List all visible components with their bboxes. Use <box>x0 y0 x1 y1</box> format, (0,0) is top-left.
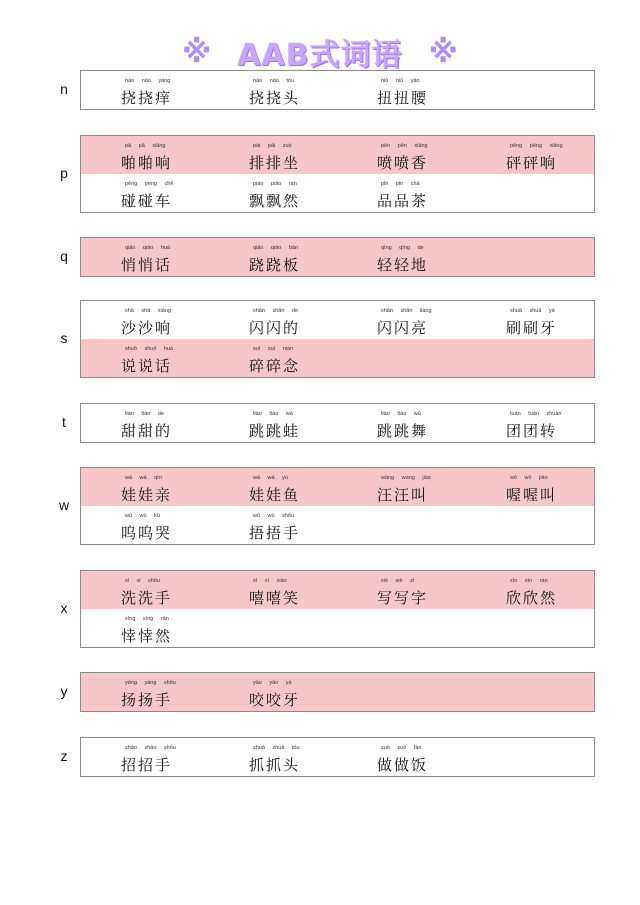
word-box <box>80 300 595 378</box>
pinyin: pā pā xiǎng <box>125 143 166 149</box>
hanzi-word: 咬咬牙 <box>249 691 301 709</box>
pinyin: zuò zuò fàn <box>381 745 422 751</box>
pinyin: shuō shuō huà <box>125 346 174 352</box>
pinyin: pèng peng chē <box>125 181 174 187</box>
word-cell <box>506 571 616 609</box>
word-cell <box>249 174 359 212</box>
page-title <box>0 30 640 74</box>
hanzi-word: 碰碰车 <box>121 192 173 210</box>
hanzi-word: 嘻嘻笑 <box>249 589 301 607</box>
word-cell <box>121 301 231 339</box>
word-box <box>80 403 595 443</box>
hanzi-word: 闪闪的 <box>249 319 301 337</box>
pinyin: náo náo tóu <box>253 78 295 84</box>
group-letter: w <box>58 497 70 513</box>
word-cell <box>249 738 359 776</box>
hanzi-word: 品品茶 <box>377 192 429 210</box>
pinyin: suì suì niàn <box>253 346 294 352</box>
word-cell <box>506 136 616 174</box>
hanzi-word: 挠挠头 <box>249 89 301 107</box>
word-cell <box>377 571 487 609</box>
pinyin: wǔ wǔ shǒu <box>253 513 295 519</box>
word-cell <box>377 301 487 339</box>
letter-group-s <box>0 300 640 378</box>
word-cell <box>377 738 487 776</box>
pinyin: qīng qīng de <box>381 245 424 251</box>
hanzi-word: 洗洗手 <box>121 589 173 607</box>
word-box <box>80 672 595 712</box>
word-cell <box>121 404 231 442</box>
word-cell <box>377 404 487 442</box>
word-cell <box>249 136 359 174</box>
pinyin: pái pái zuò <box>253 143 292 149</box>
pinyin: niǔ niǔ yāo <box>381 78 420 84</box>
word-cell <box>121 673 231 711</box>
word-row <box>81 571 594 609</box>
title-text: AAB式词语 <box>237 38 403 73</box>
hanzi-word: 团团转 <box>506 422 558 440</box>
group-letter: n <box>60 81 68 97</box>
word-cell <box>249 506 359 544</box>
word-row <box>81 174 594 212</box>
word-row <box>81 238 594 276</box>
word-row <box>81 468 594 506</box>
word-box <box>80 570 595 648</box>
pinyin: wō wō jiào <box>510 475 548 481</box>
hanzi-word: 沙沙响 <box>121 319 173 337</box>
pinyin: yǎo yǎo yá <box>253 680 292 686</box>
hanzi-word: 飘飘然 <box>249 192 301 210</box>
pinyin: xiě xiě zì <box>381 578 415 584</box>
word-cell <box>506 404 616 442</box>
word-cell <box>249 571 359 609</box>
letter-group-p <box>0 135 640 213</box>
letter-group-x <box>0 570 640 648</box>
hanzi-word: 做做饭 <box>377 756 429 774</box>
word-row <box>81 339 594 377</box>
pinyin: xǐ xǐ shǒu <box>125 578 160 584</box>
word-row <box>81 506 594 544</box>
hanzi-word: 跳跳蛙 <box>249 422 301 440</box>
pinyin: tiào tiào wā <box>253 411 293 417</box>
pinyin: shǎn shǎn liàng <box>381 308 432 314</box>
letter-group-z <box>0 737 640 777</box>
pinyin: qiāo qiāo bǎn <box>253 245 299 251</box>
word-row <box>81 738 594 776</box>
word-box <box>80 467 595 545</box>
hanzi-word: 挠挠痒 <box>121 89 173 107</box>
hanzi-word: 轻轻地 <box>377 256 429 274</box>
word-box <box>80 237 595 277</box>
word-row <box>81 673 594 711</box>
word-cell <box>249 71 359 109</box>
letter-group-q <box>0 237 640 277</box>
hanzi-word: 砰砰响 <box>506 154 558 172</box>
pinyin: wāng wang jiào <box>381 475 431 481</box>
hanzi-word: 碎碎念 <box>249 357 301 375</box>
letter-group-t <box>0 403 640 443</box>
word-cell <box>249 301 359 339</box>
word-cell <box>377 136 487 174</box>
pinyin: shā shā xiǎng <box>125 308 171 314</box>
word-cell <box>249 238 359 276</box>
hanzi-word: 跷跷板 <box>249 256 301 274</box>
pinyin: zhuā zhuā tóu <box>253 745 300 751</box>
word-box <box>80 70 595 110</box>
word-row <box>81 136 594 174</box>
letter-group-y <box>0 672 640 712</box>
word-box <box>80 737 595 777</box>
hanzi-word: 喔喔叫 <box>506 486 558 504</box>
word-cell <box>377 174 487 212</box>
hanzi-word: 扭扭腰 <box>377 89 429 107</box>
hanzi-word: 捂捂手 <box>249 524 301 542</box>
word-cell <box>121 339 231 377</box>
word-cell <box>377 238 487 276</box>
pinyin: tián tián de <box>125 411 164 417</box>
word-cell <box>121 71 231 109</box>
letter-group-w <box>0 467 640 545</box>
pinyin: pǐn pǐn chá <box>381 181 420 187</box>
word-cell <box>121 609 231 647</box>
word-cell <box>249 673 359 711</box>
hanzi-word: 写写字 <box>377 589 429 607</box>
hanzi-word: 招招手 <box>121 756 173 774</box>
hanzi-word: 跳跳舞 <box>377 422 429 440</box>
pinyin: zhāo zhāo shǒu <box>125 745 176 751</box>
word-cell <box>249 404 359 442</box>
hanzi-word: 娃娃鱼 <box>249 486 301 504</box>
word-cell <box>121 738 231 776</box>
hanzi-word: 娃娃亲 <box>121 486 173 504</box>
pinyin: tiào tiào wǔ <box>381 411 421 417</box>
word-cell <box>121 238 231 276</box>
hanzi-word: 呜呜哭 <box>121 524 173 542</box>
group-letter: y <box>60 683 68 699</box>
pinyin: wá wá qīn <box>125 475 162 481</box>
pinyin: xī xī xiào <box>253 578 287 584</box>
group-letter: p <box>60 165 68 181</box>
pinyin: pēn pēn xiāng <box>381 143 428 149</box>
word-cell <box>506 301 616 339</box>
group-letter: s <box>60 330 68 346</box>
hanzi-word: 甜甜的 <box>121 422 173 440</box>
word-cell <box>249 339 359 377</box>
hanzi-word: 悻悻然 <box>121 627 173 645</box>
word-cell <box>249 468 359 506</box>
hanzi-word: 扬扬手 <box>121 691 173 709</box>
word-cell <box>377 468 487 506</box>
group-letter: x <box>60 600 68 616</box>
hanzi-word: 刷刷牙 <box>506 319 558 337</box>
word-cell <box>121 571 231 609</box>
letter-group-n <box>0 70 640 110</box>
pinyin: xìng xìng rán <box>125 616 169 622</box>
word-row <box>81 609 594 647</box>
hanzi-word: 汪汪叫 <box>377 486 429 504</box>
hanzi-word: 啪啪响 <box>121 154 173 172</box>
word-cell <box>506 468 616 506</box>
hanzi-word: 欣欣然 <box>506 589 558 607</box>
word-row <box>81 404 594 442</box>
pinyin: tuán tuán zhuàn <box>510 411 562 417</box>
word-row <box>81 301 594 339</box>
pinyin: náo náo yǎng <box>125 78 171 84</box>
pinyin: wá wá yú <box>253 475 288 481</box>
reference-mark-right: ※ <box>428 34 458 70</box>
pinyin: shuā shuā yá <box>510 308 555 314</box>
group-letter: z <box>60 748 68 764</box>
pinyin: pēng pēng xiǎng <box>510 143 563 149</box>
pinyin: xīn xīn rán <box>510 578 548 584</box>
pinyin: shǎn shǎn de <box>253 308 299 314</box>
word-row <box>81 71 594 109</box>
hanzi-word: 闪闪亮 <box>377 319 429 337</box>
hanzi-word: 说说话 <box>121 357 173 375</box>
group-letter: q <box>60 248 68 264</box>
hanzi-word: 排排坐 <box>249 154 301 172</box>
pinyin: qiāo qiāo huà <box>125 245 171 251</box>
word-cell <box>121 468 231 506</box>
hanzi-word: 抓抓头 <box>249 756 301 774</box>
word-cell <box>377 71 487 109</box>
group-letter: t <box>62 414 66 430</box>
pinyin: yáng yáng shǒu <box>125 680 176 686</box>
word-cell <box>121 174 231 212</box>
word-cell <box>121 136 231 174</box>
reference-mark-left: ※ <box>182 34 212 70</box>
hanzi-word: 悄悄话 <box>121 256 173 274</box>
pinyin: piāo piāo rán <box>253 181 297 187</box>
hanzi-word: 喷喷香 <box>377 154 429 172</box>
word-cell <box>121 506 231 544</box>
pinyin: wū wū kū <box>125 513 160 519</box>
word-box <box>80 135 595 213</box>
